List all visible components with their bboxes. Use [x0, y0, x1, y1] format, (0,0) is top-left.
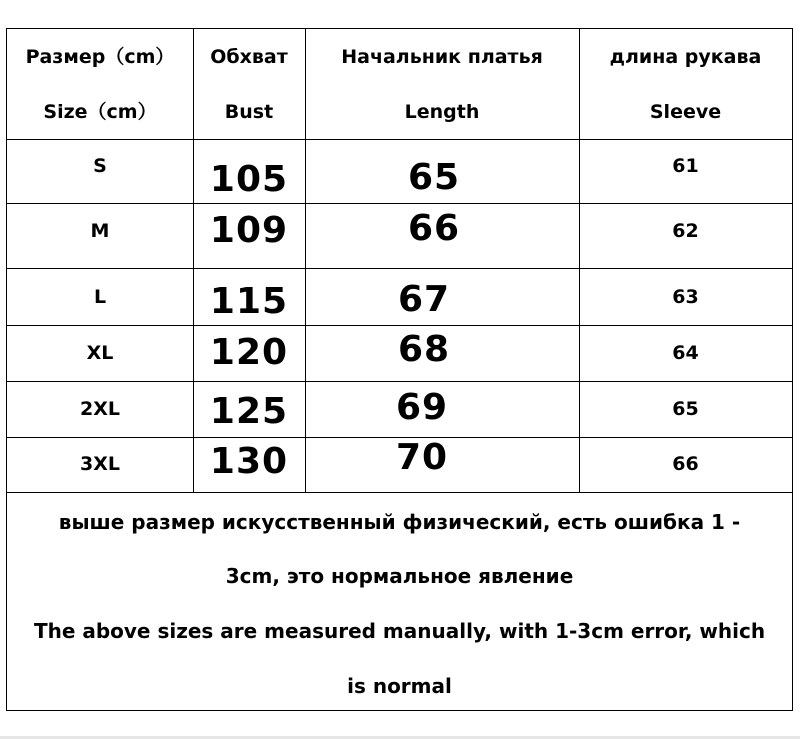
note-en-line2: is normal: [347, 674, 452, 698]
bust-cell: 105: [209, 159, 289, 200]
header-size-ru: Размер（cm）: [25, 46, 175, 68]
header-length-en: Length: [404, 101, 480, 123]
length-cell: 65: [407, 157, 461, 198]
sleeve-cell: 65: [672, 398, 699, 420]
header-sleeve-en: Sleeve: [649, 101, 722, 123]
header-size-en: Size（cm）: [43, 101, 157, 123]
sleeve-cell: 63: [672, 286, 699, 308]
size-cell: 3XL: [80, 453, 120, 475]
header-length-ru: Начальник платья: [341, 46, 543, 68]
sleeve-cell: 66: [672, 453, 699, 475]
sleeve-cell: 64: [672, 342, 699, 364]
size-cell: M: [90, 220, 110, 242]
row-divider: [7, 381, 792, 382]
bust-cell: 109: [209, 210, 289, 251]
note-en-line1: The above sizes are measured manually, with 1-3cm error, which: [33, 619, 766, 643]
header-bust-ru: Обхват: [210, 46, 288, 68]
sleeve-cell: 62: [672, 220, 699, 242]
bust-cell: 120: [209, 332, 289, 373]
size-cell: 2XL: [80, 398, 120, 420]
length-cell: 67: [397, 279, 451, 320]
note-ru-line2: 3cm, это нормальное явление: [225, 564, 574, 588]
length-cell: 69: [395, 387, 449, 428]
bust-cell: 130: [209, 441, 289, 482]
length-cell: 70: [395, 437, 449, 478]
size-cell: XL: [86, 342, 114, 364]
header-bust-en: Bust: [224, 101, 274, 123]
row-divider: [7, 325, 792, 326]
size-cell: L: [93, 286, 107, 308]
note-ru-line1: выше размер искусственный физический, есть ошибка 1 -: [58, 510, 741, 534]
sleeve-cell: 61: [672, 155, 699, 177]
row-divider: [7, 492, 792, 493]
bust-cell: 125: [209, 391, 289, 432]
size-cell: S: [93, 155, 107, 177]
length-cell: 68: [397, 329, 451, 370]
row-divider: [7, 268, 792, 269]
row-divider: [7, 203, 792, 204]
length-cell: 66: [407, 208, 461, 249]
header-sleeve-ru: длина рукава: [609, 46, 762, 68]
bust-cell: 115: [209, 281, 289, 322]
size-chart-table: [6, 28, 793, 711]
